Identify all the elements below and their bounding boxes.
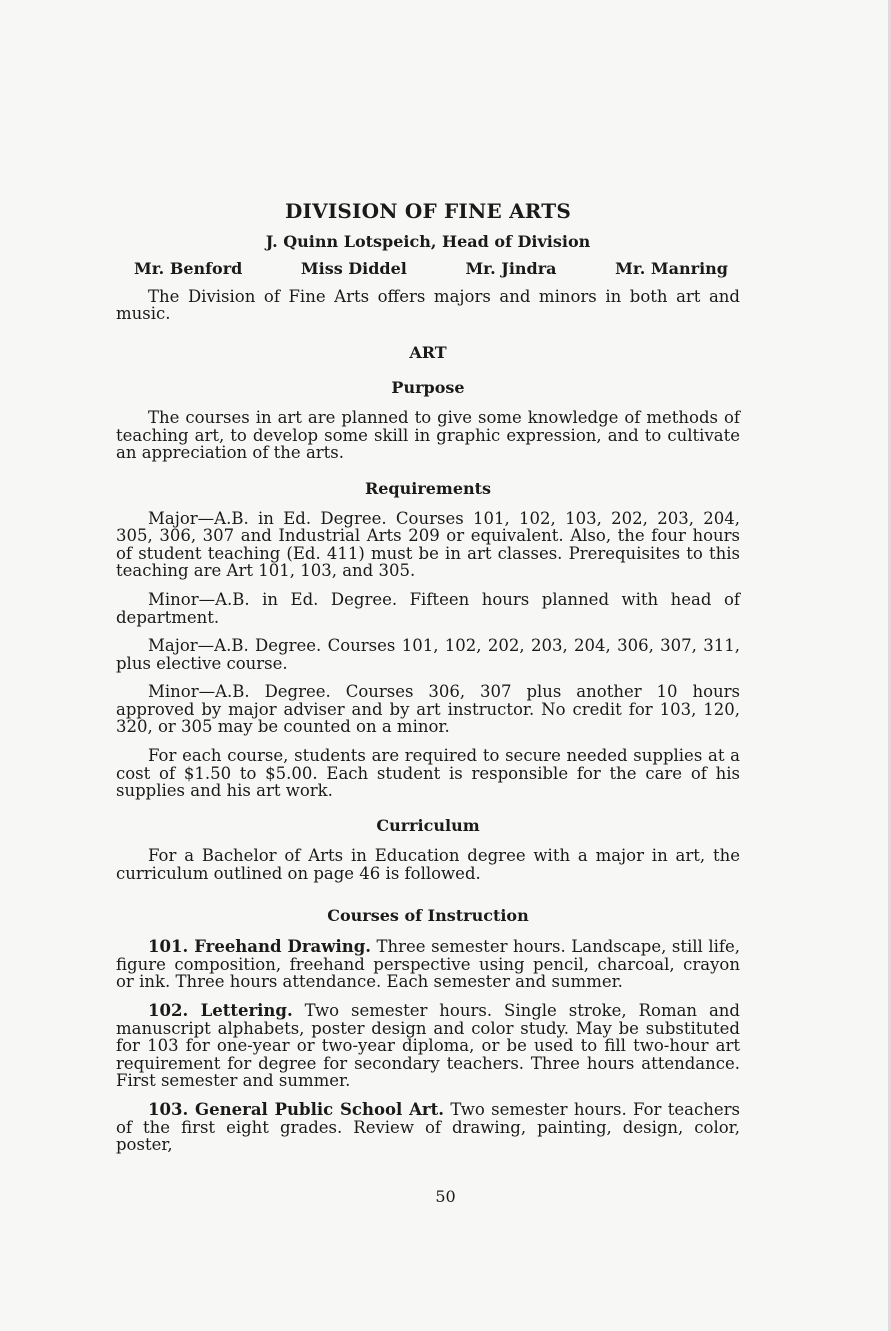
faculty-member: Miss Diddel <box>300 259 407 279</box>
requirement-paragraph: Major—A.B. in Ed. Degree. Courses 101, 102, 103, 202, 203, 204, 305, 306, 307 and Industrial Arts 209 or equivalent. Also, the four hours of student teaching (Ed. 411) must be in art classes. Prerequisites to this teaching are Art 101, 103, and 305. <box>116 508 740 581</box>
purpose-heading: Purpose <box>391 377 465 397</box>
course-title: 102. Lettering. <box>148 1001 293 1020</box>
division-head: J. Quinn Lotspeich, Head of Division <box>265 231 591 251</box>
requirement-paragraph: For each course, students are required to secure needed supplies at a cost of $1.50 to $5.00. Each student is responsible for the care of his supplies and his art work. <box>116 746 740 801</box>
course-entry <box>116 938 740 991</box>
course-description: Two semester hours. Single stroke, Roman and manuscript alphabets, poster design and color study. May be substituted for 103 for one-year or two-year diploma, or be used to fill two-hour art requirement for degree for secondary teachers. Three hours attendance. First semester and summer. <box>116 1001 740 1091</box>
course-description: Two semester hours. For teachers of the first eight grades. Review of drawing, painting, design, color, poster, <box>116 1099 740 1155</box>
requirement-paragraph: Minor—A.B. in Ed. Degree. Fifteen hours planned with head of department. <box>116 589 740 627</box>
page-number: 50 <box>435 1187 456 1206</box>
requirement-paragraph: Minor—A.B. Degree. Courses 306, 307 plus another 10 hours approved by major adviser and by art instructor. No credit for 103, 120, 320, or 305 may be counted on a minor. <box>116 682 740 737</box>
faculty-member: Mr. Manring <box>615 259 728 279</box>
courses-heading: Courses of Instruction <box>327 905 529 925</box>
requirements-heading: Requirements <box>364 478 492 498</box>
curriculum-paragraph: For a Bachelor of Arts in Education degree with a major in art, the curriculum outlined on page 46 is followed. <box>116 846 740 884</box>
division-title: DIVISION OF FINE ARTS <box>285 199 571 223</box>
faculty-member: Mr. Benford <box>134 259 243 279</box>
intro-paragraph: The Division of Fine Arts offers majors and minors in both art and music. <box>116 286 740 324</box>
course-entry <box>116 1002 740 1090</box>
purpose-paragraph: The courses in art are planned to give some knowledge of methods of teaching art, to develop some skill in graphic expression, and to cultivate an appreciation of the arts. <box>116 408 740 463</box>
art-heading: ART <box>409 342 447 362</box>
requirement-paragraph: Major—A.B. Degree. Courses 101, 102, 202, 203, 204, 306, 307, 311, plus elective course. <box>116 636 740 673</box>
faculty-list <box>116 260 740 278</box>
course-title: 101. Freehand Drawing. <box>148 937 371 957</box>
course-entry <box>116 1101 740 1154</box>
course-title: 103. General Public School Art. <box>148 1099 444 1119</box>
faculty-member: Mr. Jindra <box>465 259 557 279</box>
page-content <box>116 199 741 1155</box>
curriculum-heading: Curriculum <box>376 815 480 835</box>
course-description: Three semester hours. Landscape, still life, figure composition, freehand perspective using pencil, charcoal, crayon or ink. Three hours attendance. Each semester and summer. <box>116 937 741 992</box>
